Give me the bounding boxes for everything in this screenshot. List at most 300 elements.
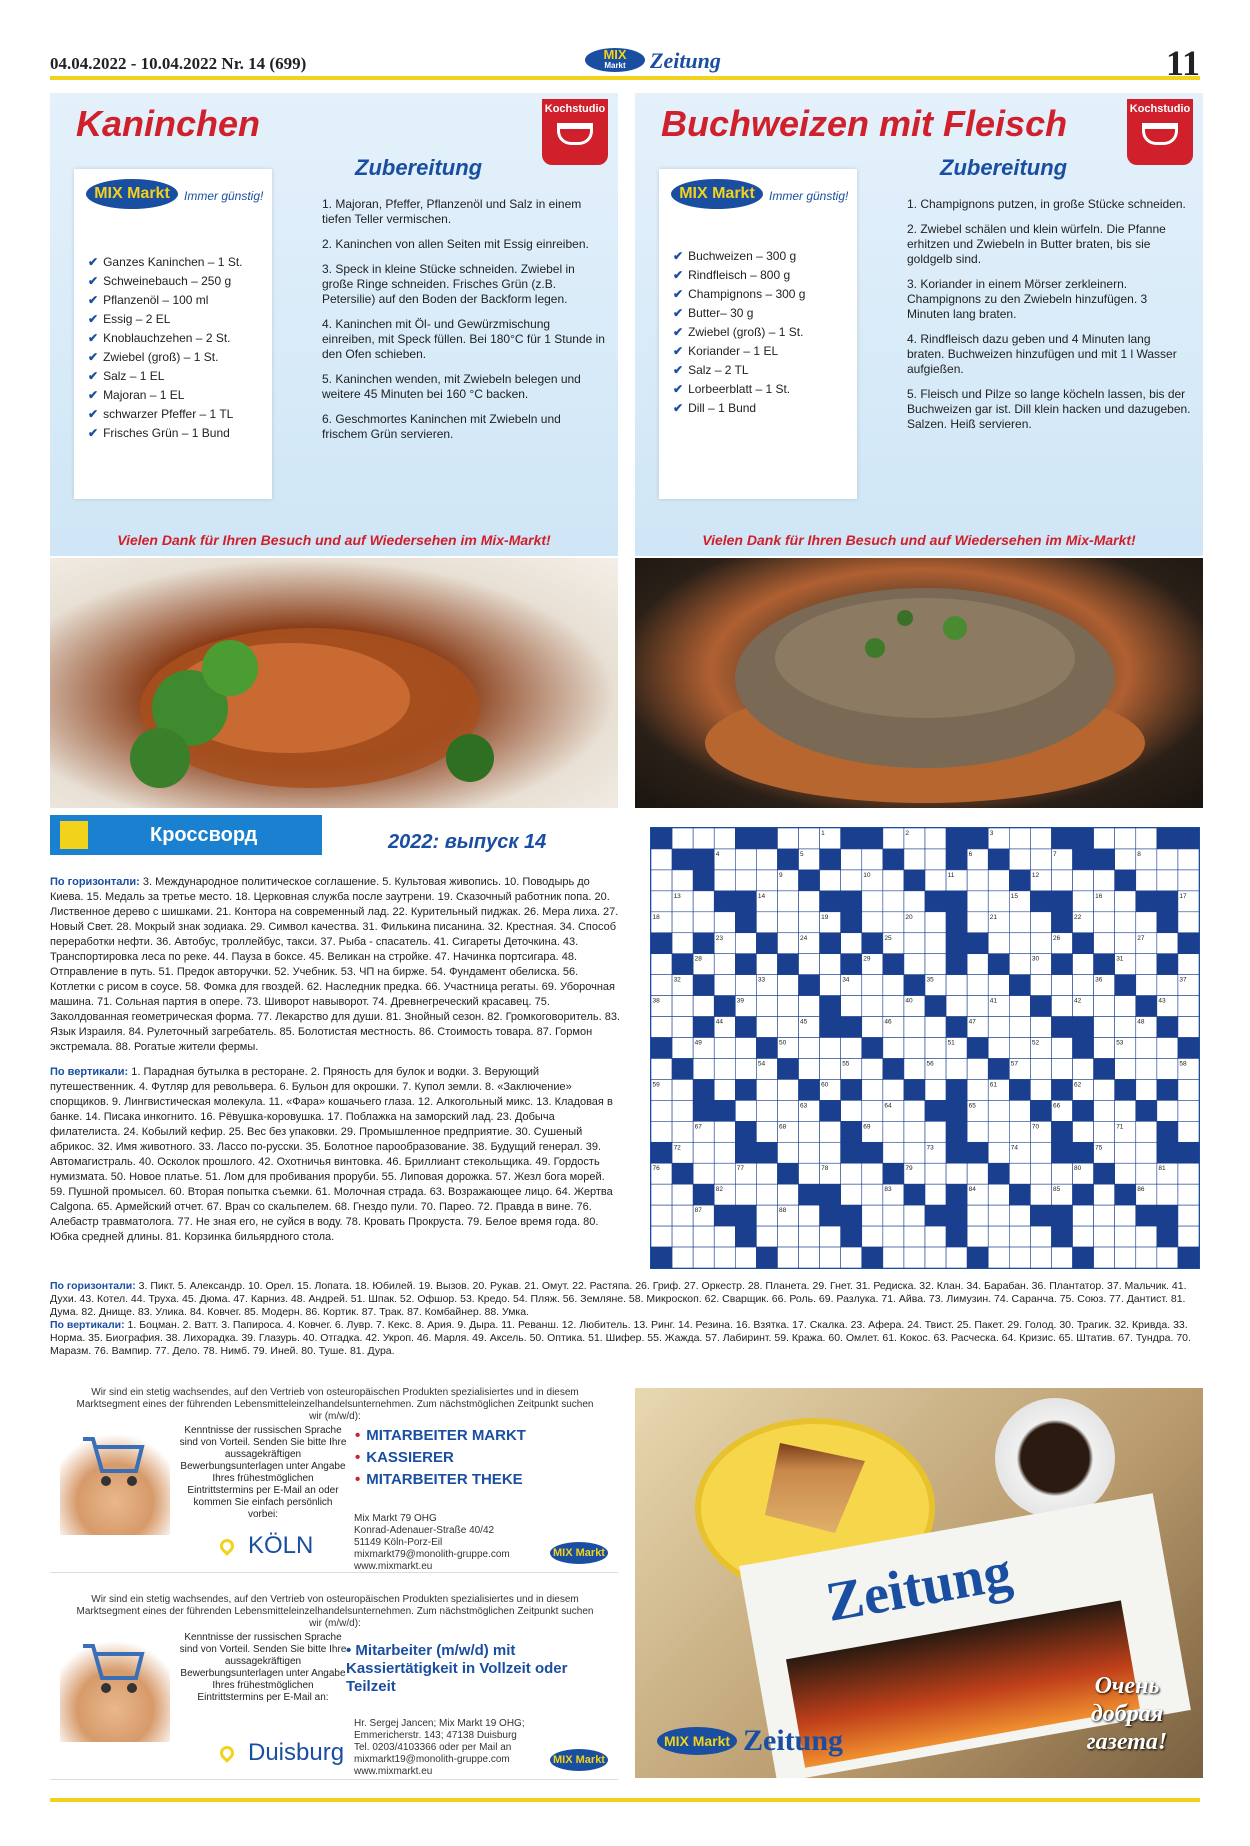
- crossword-cell[interactable]: [651, 1121, 672, 1142]
- crossword-cell[interactable]: [925, 954, 946, 975]
- crossword-cell[interactable]: [925, 1184, 946, 1205]
- crossword-cell[interactable]: [841, 1038, 862, 1059]
- crossword-cell[interactable]: [946, 975, 967, 996]
- crossword-cell[interactable]: [1178, 954, 1199, 975]
- crossword-cell[interactable]: [1073, 870, 1094, 891]
- crossword-cell[interactable]: [904, 1100, 925, 1121]
- crossword-cell[interactable]: [988, 1038, 1009, 1059]
- crossword-cell[interactable]: [1094, 1184, 1115, 1205]
- crossword-cell[interactable]: [1030, 1247, 1051, 1268]
- crossword-cell[interactable]: [777, 1079, 798, 1100]
- crossword-cell[interactable]: [756, 1163, 777, 1184]
- crossword-cell[interactable]: [904, 1205, 925, 1226]
- crossword-cell[interactable]: [756, 1184, 777, 1205]
- crossword-cell[interactable]: [714, 1038, 735, 1059]
- crossword-cell[interactable]: [1136, 1142, 1157, 1163]
- crossword-cell[interactable]: [883, 828, 904, 849]
- crossword-cell[interactable]: [988, 1226, 1009, 1247]
- crossword-cell[interactable]: [841, 1100, 862, 1121]
- crossword-cell[interactable]: [1157, 1058, 1178, 1079]
- crossword-cell[interactable]: [799, 1058, 820, 1079]
- crossword-cell[interactable]: [925, 912, 946, 933]
- crossword-cell[interactable]: [1094, 1038, 1115, 1059]
- crossword-cell[interactable]: [1009, 1205, 1030, 1226]
- crossword-cell[interactable]: [672, 1017, 693, 1038]
- crossword-cell[interactable]: [756, 996, 777, 1017]
- crossword-cell[interactable]: [988, 870, 1009, 891]
- crossword-cell[interactable]: [777, 1142, 798, 1163]
- crossword-cell[interactable]: [1030, 912, 1051, 933]
- crossword-cell[interactable]: [714, 1142, 735, 1163]
- crossword-cell[interactable]: [946, 1247, 967, 1268]
- crossword-cell[interactable]: [1157, 975, 1178, 996]
- crossword-cell[interactable]: [1094, 912, 1115, 933]
- crossword-cell[interactable]: [735, 933, 756, 954]
- crossword-cell[interactable]: [1178, 1226, 1199, 1247]
- crossword-cell[interactable]: [693, 1058, 714, 1079]
- crossword-cell[interactable]: [756, 1079, 777, 1100]
- crossword-cell[interactable]: [777, 1017, 798, 1038]
- crossword-cell[interactable]: [1073, 975, 1094, 996]
- crossword-cell[interactable]: [799, 1163, 820, 1184]
- crossword-cell[interactable]: [777, 996, 798, 1017]
- crossword-cell[interactable]: [1073, 1205, 1094, 1226]
- crossword-cell[interactable]: [1051, 996, 1072, 1017]
- crossword-cell[interactable]: [1136, 954, 1157, 975]
- crossword-cell[interactable]: [672, 912, 693, 933]
- crossword-cell[interactable]: [1030, 1226, 1051, 1247]
- crossword-cell[interactable]: [714, 1058, 735, 1079]
- crossword-cell[interactable]: [883, 1205, 904, 1226]
- crossword-cell[interactable]: [1136, 975, 1157, 996]
- crossword-cell[interactable]: [925, 1079, 946, 1100]
- crossword-cell[interactable]: [1094, 996, 1115, 1017]
- crossword-cell[interactable]: [904, 1058, 925, 1079]
- crossword-cell[interactable]: [946, 1058, 967, 1079]
- crossword-cell[interactable]: [925, 1121, 946, 1142]
- email-link[interactable]: mixmarkt19@monolith-gruppe.com: [354, 1754, 510, 1765]
- crossword-cell[interactable]: [841, 870, 862, 891]
- crossword-cell[interactable]: [1094, 1017, 1115, 1038]
- crossword-cell[interactable]: [1030, 1142, 1051, 1163]
- crossword-cell[interactable]: [1094, 1205, 1115, 1226]
- crossword-cell[interactable]: [651, 1205, 672, 1226]
- crossword-cell[interactable]: [967, 912, 988, 933]
- crossword-cell[interactable]: [862, 1058, 883, 1079]
- crossword-cell[interactable]: [714, 954, 735, 975]
- crossword-cell[interactable]: [799, 828, 820, 849]
- crossword-cell[interactable]: [1136, 1079, 1157, 1100]
- crossword-cell[interactable]: [1157, 1247, 1178, 1268]
- crossword-cell[interactable]: [1051, 975, 1072, 996]
- crossword-cell[interactable]: [1115, 891, 1136, 912]
- crossword-cell[interactable]: [1136, 1247, 1157, 1268]
- crossword-cell[interactable]: [777, 1247, 798, 1268]
- crossword-cell[interactable]: [967, 1058, 988, 1079]
- crossword-cell[interactable]: [1009, 954, 1030, 975]
- crossword-cell[interactable]: [735, 1058, 756, 1079]
- crossword-cell[interactable]: [967, 870, 988, 891]
- crossword-cell[interactable]: [1178, 1184, 1199, 1205]
- crossword-cell[interactable]: [799, 912, 820, 933]
- crossword-cell[interactable]: [1051, 1058, 1072, 1079]
- crossword-cell[interactable]: [756, 870, 777, 891]
- crossword-cell[interactable]: [756, 1226, 777, 1247]
- crossword-cell[interactable]: [883, 1121, 904, 1142]
- crossword-cell[interactable]: [651, 1184, 672, 1205]
- crossword-cell[interactable]: [1073, 1121, 1094, 1142]
- crossword-cell[interactable]: [1030, 1163, 1051, 1184]
- crossword-cell[interactable]: [1136, 1121, 1157, 1142]
- crossword-cell[interactable]: [883, 870, 904, 891]
- crossword-cell[interactable]: [1009, 1226, 1030, 1247]
- crossword-cell[interactable]: [799, 1142, 820, 1163]
- crossword-cell[interactable]: [735, 975, 756, 996]
- crossword-cell[interactable]: [1094, 1226, 1115, 1247]
- crossword-cell[interactable]: [1178, 870, 1199, 891]
- crossword-cell[interactable]: [862, 1226, 883, 1247]
- crossword-cell[interactable]: [967, 1163, 988, 1184]
- crossword-cell[interactable]: [1051, 870, 1072, 891]
- crossword-cell[interactable]: [1051, 1247, 1072, 1268]
- crossword-cell[interactable]: [883, 996, 904, 1017]
- crossword-cell[interactable]: [904, 1017, 925, 1038]
- crossword-cell[interactable]: [820, 1142, 841, 1163]
- crossword-cell[interactable]: [883, 1079, 904, 1100]
- crossword-cell[interactable]: [904, 933, 925, 954]
- crossword-cell[interactable]: [904, 1038, 925, 1059]
- crossword-cell[interactable]: [1030, 828, 1051, 849]
- crossword-cell[interactable]: [651, 1226, 672, 1247]
- crossword-cell[interactable]: [1030, 1079, 1051, 1100]
- crossword-cell[interactable]: [651, 1017, 672, 1038]
- crossword-cell[interactable]: [1115, 933, 1136, 954]
- crossword-cell[interactable]: [925, 870, 946, 891]
- crossword-cell[interactable]: [967, 1079, 988, 1100]
- crossword-cell[interactable]: [1136, 1226, 1157, 1247]
- crossword-cell[interactable]: [925, 828, 946, 849]
- crossword-cell[interactable]: [777, 891, 798, 912]
- crossword-cell[interactable]: [1136, 1038, 1157, 1059]
- crossword-cell[interactable]: [799, 1121, 820, 1142]
- crossword-cell[interactable]: [904, 1226, 925, 1247]
- crossword-cell[interactable]: [756, 912, 777, 933]
- crossword-cell[interactable]: [651, 1100, 672, 1121]
- crossword-cell[interactable]: [714, 1226, 735, 1247]
- crossword-cell[interactable]: [1157, 849, 1178, 870]
- crossword-cell[interactable]: [1009, 1121, 1030, 1142]
- crossword-cell[interactable]: [756, 954, 777, 975]
- crossword-cell[interactable]: [1178, 1163, 1199, 1184]
- crossword-cell[interactable]: [1009, 912, 1030, 933]
- crossword-cell[interactable]: [862, 1100, 883, 1121]
- crossword-cell[interactable]: [820, 975, 841, 996]
- crossword-cell[interactable]: [988, 891, 1009, 912]
- crossword-cell[interactable]: [799, 891, 820, 912]
- crossword-cell[interactable]: [735, 1038, 756, 1059]
- crossword-cell[interactable]: [1073, 954, 1094, 975]
- crossword-cell[interactable]: [777, 975, 798, 996]
- crossword-cell[interactable]: [1009, 933, 1030, 954]
- crossword-cell[interactable]: [1094, 1121, 1115, 1142]
- crossword-cell[interactable]: [967, 1121, 988, 1142]
- crossword-cell[interactable]: [1009, 849, 1030, 870]
- crossword-cell[interactable]: [672, 828, 693, 849]
- crossword-cell[interactable]: [862, 1017, 883, 1038]
- crossword-cell[interactable]: [1030, 933, 1051, 954]
- crossword-cell[interactable]: [672, 1038, 693, 1059]
- crossword-cell[interactable]: [714, 1121, 735, 1142]
- crossword-cell[interactable]: [1009, 996, 1030, 1017]
- crossword-cell[interactable]: [925, 1226, 946, 1247]
- crossword-cell[interactable]: [988, 1247, 1009, 1268]
- crossword-cell[interactable]: [1178, 1100, 1199, 1121]
- crossword-cell[interactable]: [1073, 1058, 1094, 1079]
- crossword-cell[interactable]: [1115, 1017, 1136, 1038]
- crossword-cell[interactable]: [841, 1247, 862, 1268]
- crossword-cell[interactable]: [967, 1226, 988, 1247]
- crossword-cell[interactable]: [820, 1038, 841, 1059]
- crossword-cell[interactable]: [883, 1226, 904, 1247]
- crossword-cell[interactable]: [820, 870, 841, 891]
- crossword-cell[interactable]: [799, 1247, 820, 1268]
- crossword-cell[interactable]: [714, 828, 735, 849]
- crossword-cell[interactable]: [967, 1205, 988, 1226]
- crossword-cell[interactable]: [967, 975, 988, 996]
- crossword-cell[interactable]: [777, 1100, 798, 1121]
- crossword-cell[interactable]: [714, 912, 735, 933]
- crossword-cell[interactable]: [672, 1079, 693, 1100]
- crossword-cell[interactable]: [862, 912, 883, 933]
- crossword-cell[interactable]: [1030, 1184, 1051, 1205]
- crossword-cell[interactable]: [651, 891, 672, 912]
- crossword-cell[interactable]: [820, 954, 841, 975]
- crossword-cell[interactable]: [883, 912, 904, 933]
- crossword-cell[interactable]: [714, 1163, 735, 1184]
- crossword-cell[interactable]: [651, 870, 672, 891]
- crossword-cell[interactable]: [1009, 1100, 1030, 1121]
- crossword-cell[interactable]: [904, 954, 925, 975]
- crossword-cell[interactable]: [967, 954, 988, 975]
- crossword-cell[interactable]: [1009, 1017, 1030, 1038]
- crossword-cell[interactable]: [672, 1247, 693, 1268]
- crossword-cell[interactable]: [777, 912, 798, 933]
- crossword-cell[interactable]: [1157, 1038, 1178, 1059]
- crossword-cell[interactable]: [1009, 1038, 1030, 1059]
- crossword-cell[interactable]: [735, 1184, 756, 1205]
- crossword-cell[interactable]: [1030, 849, 1051, 870]
- crossword-cell[interactable]: [988, 1100, 1009, 1121]
- crossword-cell[interactable]: [799, 996, 820, 1017]
- crossword-cell[interactable]: [756, 1205, 777, 1226]
- crossword-cell[interactable]: [904, 1121, 925, 1142]
- crossword-cell[interactable]: [1115, 996, 1136, 1017]
- crossword-cell[interactable]: [967, 996, 988, 1017]
- crossword-cell[interactable]: [777, 933, 798, 954]
- crossword-cell[interactable]: [799, 954, 820, 975]
- crossword-cell[interactable]: [735, 870, 756, 891]
- crossword-cell[interactable]: [672, 933, 693, 954]
- crossword-cell[interactable]: [1009, 1163, 1030, 1184]
- crossword-cell[interactable]: [1115, 1100, 1136, 1121]
- crossword-cell[interactable]: [777, 828, 798, 849]
- crossword-cell[interactable]: [799, 1038, 820, 1059]
- crossword-cell[interactable]: [672, 870, 693, 891]
- crossword-cell[interactable]: [672, 1226, 693, 1247]
- website-link[interactable]: www.mixmarkt.eu: [354, 1561, 433, 1572]
- crossword-cell[interactable]: [841, 933, 862, 954]
- crossword-cell[interactable]: [862, 1079, 883, 1100]
- crossword-cell[interactable]: [1136, 828, 1157, 849]
- crossword-cell[interactable]: [820, 1058, 841, 1079]
- crossword-cell[interactable]: [1178, 1079, 1199, 1100]
- crossword-cell[interactable]: [651, 1058, 672, 1079]
- crossword-cell[interactable]: [672, 1205, 693, 1226]
- crossword-cell[interactable]: [1051, 1038, 1072, 1059]
- crossword-cell[interactable]: [735, 849, 756, 870]
- crossword-cell[interactable]: [672, 1184, 693, 1205]
- crossword-cell[interactable]: [1009, 828, 1030, 849]
- crossword-cell[interactable]: [988, 975, 1009, 996]
- crossword-cell[interactable]: [883, 1142, 904, 1163]
- crossword-cell[interactable]: [756, 1017, 777, 1038]
- crossword-cell[interactable]: [756, 1121, 777, 1142]
- crossword-cell[interactable]: [946, 1163, 967, 1184]
- crossword-cell[interactable]: [672, 996, 693, 1017]
- crossword-cell[interactable]: [883, 1038, 904, 1059]
- crossword-cell[interactable]: [862, 1184, 883, 1205]
- crossword-cell[interactable]: [1178, 996, 1199, 1017]
- crossword-cell[interactable]: [1157, 933, 1178, 954]
- crossword-cell[interactable]: [651, 849, 672, 870]
- crossword-cell[interactable]: [1073, 1226, 1094, 1247]
- crossword-cell[interactable]: [1136, 1163, 1157, 1184]
- crossword-cell[interactable]: [777, 1226, 798, 1247]
- crossword-cell[interactable]: [756, 1100, 777, 1121]
- crossword-cell[interactable]: [1178, 849, 1199, 870]
- crossword-cell[interactable]: [1178, 1205, 1199, 1226]
- crossword-cell[interactable]: [693, 828, 714, 849]
- crossword-cell[interactable]: [799, 1205, 820, 1226]
- crossword-cell[interactable]: [1115, 1058, 1136, 1079]
- crossword-cell[interactable]: [862, 975, 883, 996]
- crossword-cell[interactable]: [904, 849, 925, 870]
- crossword-cell[interactable]: [693, 891, 714, 912]
- crossword-cell[interactable]: [1157, 1184, 1178, 1205]
- crossword-cell[interactable]: [1115, 828, 1136, 849]
- crossword-cell[interactable]: [1094, 1079, 1115, 1100]
- crossword-cell[interactable]: [904, 891, 925, 912]
- crossword-cell[interactable]: [693, 1226, 714, 1247]
- crossword-cell[interactable]: [651, 954, 672, 975]
- crossword-cell[interactable]: [841, 996, 862, 1017]
- crossword-cell[interactable]: [1115, 912, 1136, 933]
- crossword-cell[interactable]: [1094, 933, 1115, 954]
- crossword-cell[interactable]: [1009, 1247, 1030, 1268]
- crossword-cell[interactable]: [988, 1142, 1009, 1163]
- crossword-cell[interactable]: [967, 891, 988, 912]
- crossword-cell[interactable]: [714, 870, 735, 891]
- crossword-cell[interactable]: [1094, 870, 1115, 891]
- crossword-cell[interactable]: [862, 891, 883, 912]
- crossword-cell[interactable]: [1115, 1226, 1136, 1247]
- crossword-cell[interactable]: [841, 849, 862, 870]
- crossword-cell[interactable]: [820, 1247, 841, 1268]
- crossword-cell[interactable]: [1115, 849, 1136, 870]
- crossword-cell[interactable]: [1030, 975, 1051, 996]
- crossword-cell[interactable]: [1157, 870, 1178, 891]
- crossword-cell[interactable]: [820, 1121, 841, 1142]
- crossword-cell[interactable]: [1094, 1247, 1115, 1268]
- crossword-cell[interactable]: [883, 975, 904, 996]
- crossword-cell[interactable]: [1051, 1163, 1072, 1184]
- crossword-cell[interactable]: [946, 996, 967, 1017]
- crossword-cell[interactable]: [1136, 912, 1157, 933]
- crossword-cell[interactable]: [1115, 1163, 1136, 1184]
- crossword-cell[interactable]: [714, 975, 735, 996]
- crossword-cell[interactable]: [651, 975, 672, 996]
- crossword-cell[interactable]: [925, 1247, 946, 1268]
- crossword-cell[interactable]: [777, 1184, 798, 1205]
- website-link[interactable]: www.mixmarkt.eu: [354, 1766, 433, 1777]
- crossword-cell[interactable]: [799, 1226, 820, 1247]
- crossword-cell[interactable]: [925, 1038, 946, 1059]
- crossword-cell[interactable]: [862, 996, 883, 1017]
- crossword-cell[interactable]: [883, 891, 904, 912]
- crossword-cell[interactable]: [988, 1017, 1009, 1038]
- crossword-cell[interactable]: [1094, 828, 1115, 849]
- crossword-cell[interactable]: [735, 1247, 756, 1268]
- crossword-cell[interactable]: [693, 1163, 714, 1184]
- crossword-cell[interactable]: [1178, 1017, 1199, 1038]
- crossword-cell[interactable]: [925, 1017, 946, 1038]
- crossword-cell[interactable]: [672, 1100, 693, 1121]
- crossword-cell[interactable]: [714, 1079, 735, 1100]
- crossword-cell[interactable]: [988, 1121, 1009, 1142]
- crossword-cell[interactable]: [1030, 1017, 1051, 1038]
- crossword-cell[interactable]: [1136, 1058, 1157, 1079]
- crossword-cell[interactable]: [1178, 912, 1199, 933]
- crossword-cell[interactable]: [693, 1247, 714, 1268]
- crossword-cell[interactable]: [1115, 1247, 1136, 1268]
- crossword-cell[interactable]: [1136, 870, 1157, 891]
- crossword-cell[interactable]: [1115, 1142, 1136, 1163]
- crossword-cell[interactable]: [1115, 1205, 1136, 1226]
- crossword-cell[interactable]: [735, 1100, 756, 1121]
- crossword-cell[interactable]: [925, 933, 946, 954]
- email-link[interactable]: mixmarkt79@monolith-gruppe.com: [354, 1549, 510, 1560]
- crossword-cell[interactable]: [988, 1184, 1009, 1205]
- crossword-cell[interactable]: [1030, 1058, 1051, 1079]
- crossword-cell[interactable]: [925, 849, 946, 870]
- crossword-cell[interactable]: [693, 996, 714, 1017]
- crossword-cell[interactable]: [1178, 1121, 1199, 1142]
- crossword-cell[interactable]: [925, 1163, 946, 1184]
- crossword-cell[interactable]: [1094, 1100, 1115, 1121]
- crossword-cell[interactable]: [862, 1163, 883, 1184]
- crossword-cell[interactable]: [820, 1226, 841, 1247]
- crossword-cell[interactable]: [841, 1184, 862, 1205]
- crossword-cell[interactable]: [756, 849, 777, 870]
- crossword-cell[interactable]: [988, 933, 1009, 954]
- crossword-cell[interactable]: [862, 1205, 883, 1226]
- crossword-cell[interactable]: [672, 1121, 693, 1142]
- crossword-cell[interactable]: [862, 849, 883, 870]
- crossword-cell[interactable]: [693, 1142, 714, 1163]
- crossword-cell[interactable]: [693, 912, 714, 933]
- crossword-grid[interactable]: [650, 827, 1200, 1269]
- crossword-cell[interactable]: [841, 1163, 862, 1184]
